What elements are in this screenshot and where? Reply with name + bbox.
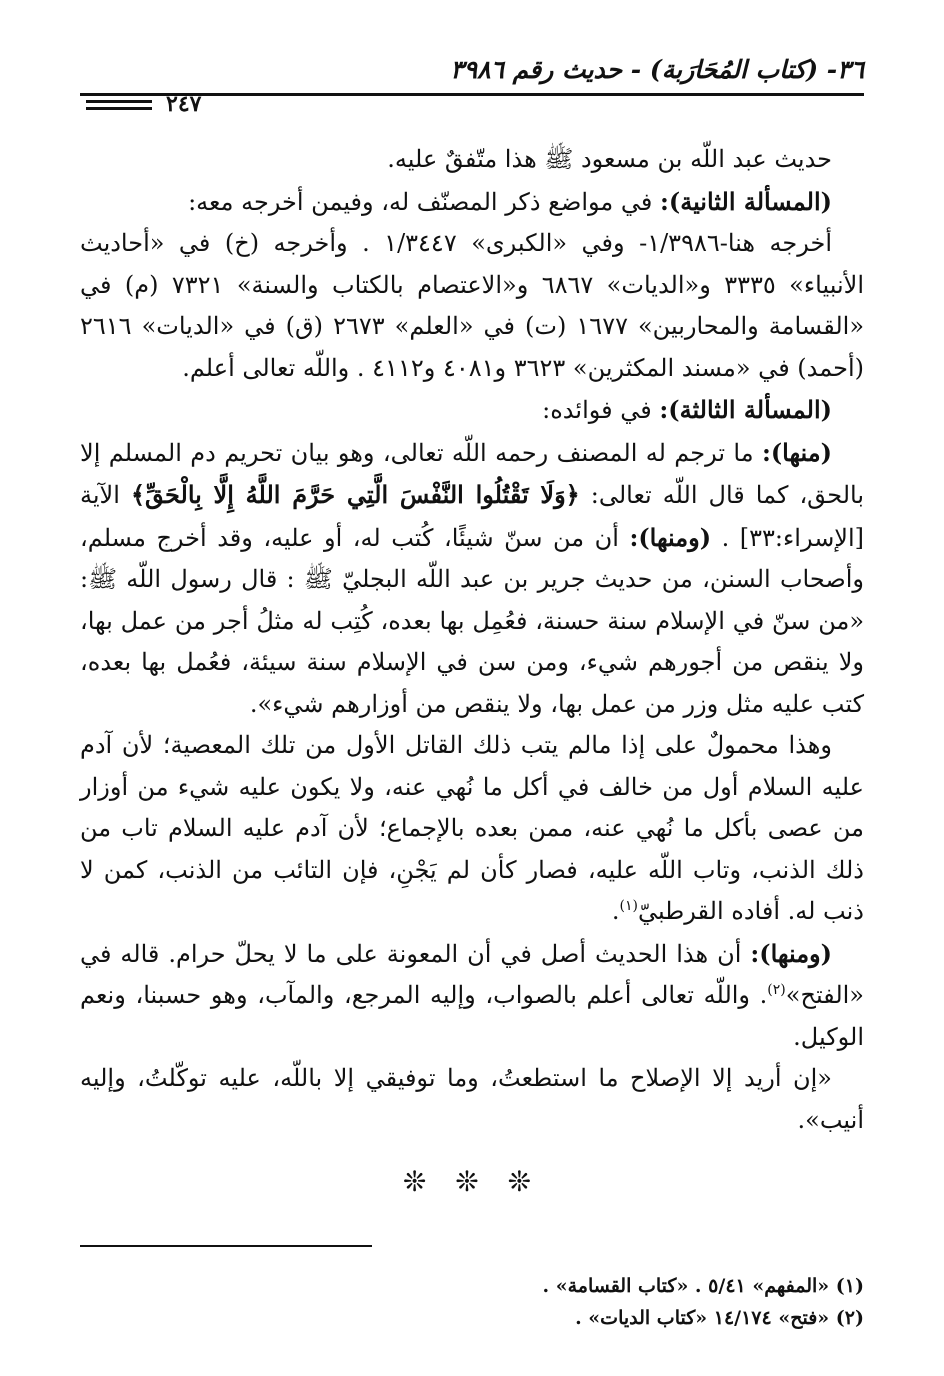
footnote: (٢) «فتح» ١٤/١٧٤ «كتاب الديات» . [575,1307,864,1329]
paragraph-takhrij [80,223,864,389]
quran-verse: ﴿وَلَا تَقْتُلُوا النَّفْسَ الَّتِي حَرَّمَ اللَّهُ إِلَّا بِالْحَقِّ﴾ [130,480,580,509]
page-header [80,55,864,117]
text: في فوائده: [542,396,660,424]
text: أخرجه هنا-١/٣٩٨٦- وفي «الكبرى» ١/٣٤٤٧ . وأخرجه (خ) في «أحاديث الأنبياء» ٣٣٣٥ و«الديات» ٦٨٦٧ و«الاعتصام بالكتاب والسنة» ٧٣٢١ (م) في «القسامة والمحاربين» ١٦٧٧ (ت) في «العلم» ٢٦٧٣ (ق) في «الديات» ٢٦١٦ (أحمد) في «مسند المكثرين» ٣٦٢٣ و٤٠٨١ و٤١١٢ . واللّه تعالى أعلم. [80,229,865,382]
paragraph-benefit-aid [80,933,864,1059]
header-rule-double-top [86,100,152,103]
page [80,55,864,1203]
benefit-label: (ومنها): [629,522,712,552]
text: . [611,897,620,925]
paragraph-explanation [80,725,864,933]
text: . واللّه تعالى أعلم بالصواب، وإليه المرجع، والمآب، وهو حسبنا، ونعم الوكيل. [80,981,864,1051]
paragraph-issue-three [80,389,864,432]
running-title: ٣٦- (كتاب المُحَارَبة) - حديث رقم ٣٩٨٦ [450,55,864,84]
paragraph-benefits [80,432,864,726]
footnotes [80,1270,864,1334]
paragraph-hadith-status [80,139,864,181]
text: الآية [الإسراء:٣٣] . [80,481,865,552]
footnote-ref: (٢) [767,982,786,998]
footnote: (١) «المفهم» ٥/٤١ . «كتاب القسامة» . [542,1275,864,1297]
paragraph-issue-two [80,181,864,224]
paragraph-closing-quote [80,1058,864,1141]
section-ornament: ❊ ❊ ❊ [402,1165,542,1198]
issue-label: (المسألة الثالثة): [659,395,832,424]
text: أن من سنّ شيئًا، كُتب له، أو عليه، وقد أخرج مسلم، وأصحاب السنن، من حديث جرير بن عبد اللّه البجليّ ﷺ : قال رسول اللّه ﷺ: «من سنّ في الإسلام سنة حسنة، فعُمِل بها بعده، كُتِب له مثلُ أجر من عمل بها، ولا ينقص من أجورهم شيء، ومن سن في الإسلام سنة سيئة، فعُمل بها بعده، كتب عليه مثل وزر من عمل بها، ولا ينقص من أوزارهم شيء». [80,523,864,718]
text: «إن أريد إلا الإصلاح ما استطعتُ، وما توفيقي إلا باللّه، عليه توكّلتُ، وإليه أنيب». [80,1064,864,1134]
footnote-rule [80,1245,372,1247]
issue-label: (المسألة الثانية): [659,186,832,216]
text: ما ترجم له المصنف رحمه اللّه تعالى، وهو بيان تحريم دم المسلم إلا بالحق، كما قال اللّه تعالى: [80,438,864,509]
text: في مواضع ذكر المصنّف له، وفيمن أخرجه معه: [188,187,660,216]
body-text [80,139,864,1203]
page-number: ٢٤٧ [166,91,202,117]
benefit-label: (منها): [761,437,832,467]
text: حديث عبد اللّه بن مسعود ﷺ هذا متّفقٌ عليه. [387,145,832,173]
footnote-ref: (١) [619,898,638,914]
header-rule-double-bottom [86,107,152,110]
text: وهذا محمولٌ على إذا مالم يتب ذلك القاتل الأول من تلك المعصية؛ لأن آدم عليه السلام أول من خالف في أكل ما نُهي عنه، ولا يكون عليه شيء من أوزار من عصى بأكل ما نُهي عنه، ممن بعده بالإجماع؛ لأن آدم عليه السلام تاب من ذلك الذنب، وتاب اللّه عليه، فصار كأن لم يَجْنِ، فإن التائب من الذنب، كمن لا ذنب له. أفاده القرطبيّ [80,731,865,925]
text: أن هذا الحديث أصل في أن المعونة على ما لا يحلّ حرام. قاله في «الفتح» [80,939,864,1009]
benefit-label: (ومنها): [750,938,832,968]
